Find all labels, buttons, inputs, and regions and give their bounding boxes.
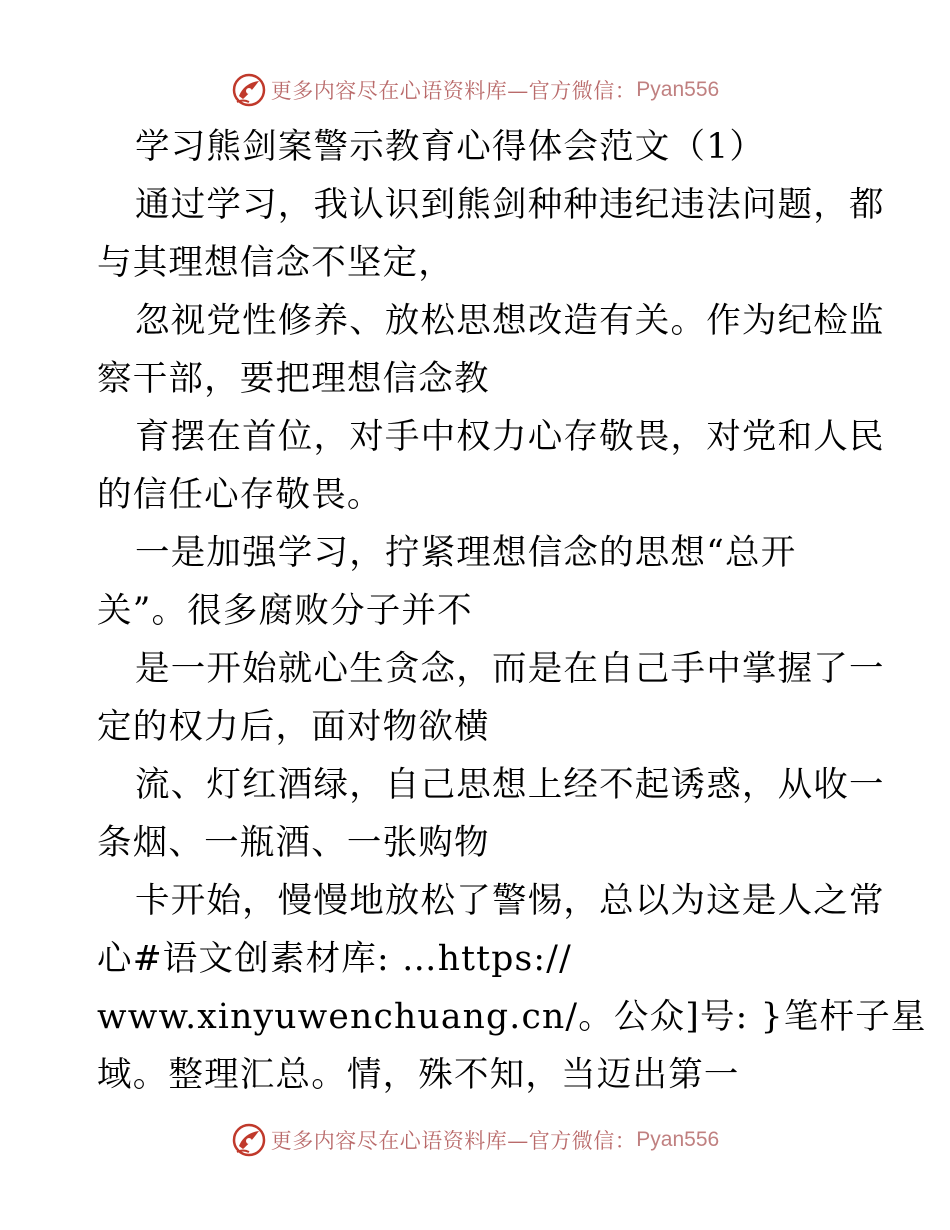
document-body: [97, 118, 927, 1104]
text-line: 忽视党性修养、放松思想改造有关。作为纪检监: [135, 301, 885, 341]
text-line: 是一开始就心生贪念，而是在自己手中掌握了一: [135, 649, 885, 689]
text-line: 关”。很多腐败分子并不: [97, 591, 473, 631]
text-line: 条烟、一瓶酒、一张购物: [97, 823, 490, 863]
banner-text: 更多内容尽在心语资料库—官方微信：: [270, 79, 637, 103]
banner-wechat-id: Pyan556: [636, 78, 720, 101]
text-line: 察干部，要把理想信念教: [97, 359, 490, 399]
text-line: 育摆在首位，对手中权力心存敬畏，对党和人民: [135, 417, 885, 457]
text-line: 心#语文创素材库: …https://: [97, 939, 572, 979]
text-line: 定的权力后，面对物欲横: [97, 707, 490, 747]
header-banner: [0, 70, 950, 110]
red-brush-logo-icon: [231, 1122, 267, 1158]
red-brush-logo-icon: [231, 72, 267, 108]
banner-wechat-id: Pyan556: [636, 1128, 720, 1151]
document-title: 学习熊剑案警示教育心得体会范文（1）: [135, 127, 766, 167]
text-line: 的信任心存敬畏。: [97, 475, 383, 515]
text-line: 流、灯红酒绿，自己思想上经不起诱惑，从收一: [135, 765, 885, 805]
text-line: 卡开始，慢慢地放松了警惕，总以为这是人之常: [135, 881, 885, 921]
text-line: 域。整理汇总。情，殊不知，当迈出第一: [97, 1055, 740, 1095]
banner-text: 更多内容尽在心语资料库—官方微信：: [270, 1129, 637, 1153]
text-line: 与其理想信念不坚定，: [97, 243, 454, 283]
text-line: 通过学习，我认识到熊剑种种违纪违法问题，都: [135, 185, 885, 225]
footer-banner: [0, 1120, 950, 1160]
text-line: www.xinyuwenchuang.cn/。公众]号: }笔杆子星: [97, 997, 927, 1037]
text-line: 一是加强学习，拧紧理想信念的思想“总开: [135, 533, 797, 573]
